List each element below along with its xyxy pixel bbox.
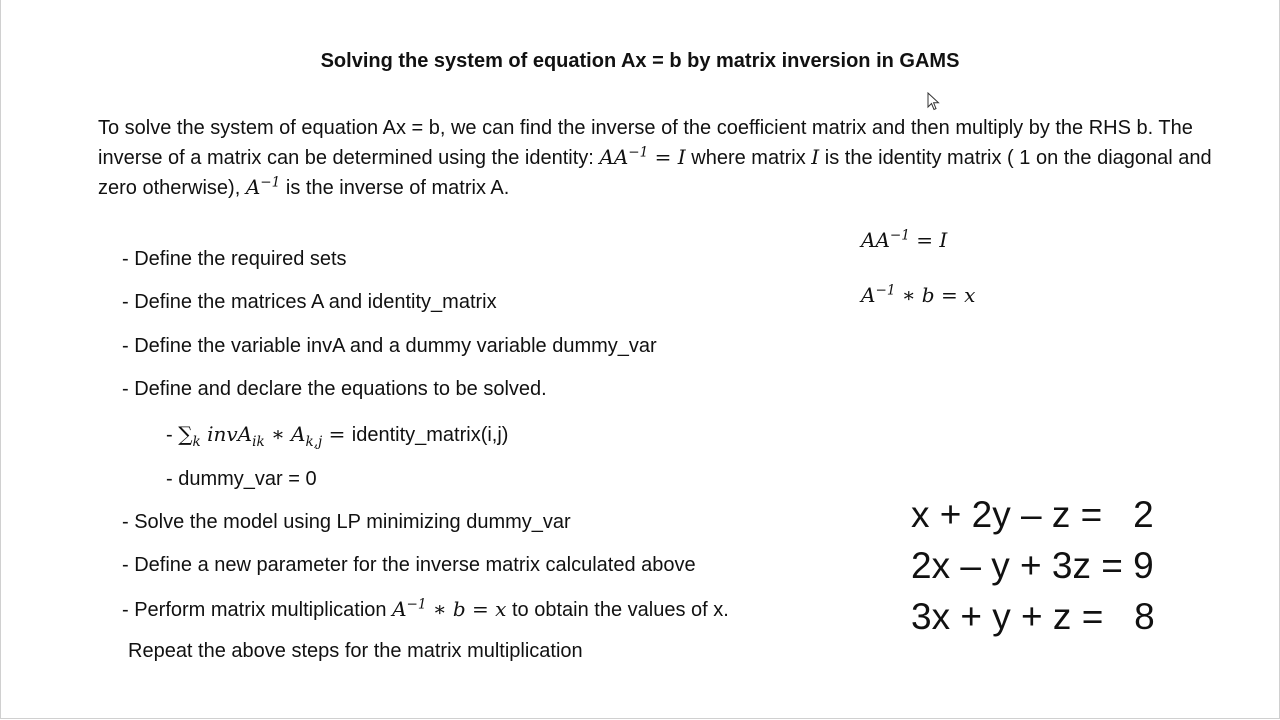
equals-sign: = xyxy=(322,422,352,446)
side-eq1-rhs: = I xyxy=(909,228,948,252)
side-equation-solution xyxy=(861,283,975,307)
side-eq2-sup: −1 xyxy=(875,282,896,299)
a-sub: k,j xyxy=(305,434,323,450)
mult-formula-sup: −1 xyxy=(406,596,427,613)
sub-step-dummy: - dummy_var = 0 xyxy=(166,468,317,490)
identity-matrix-text: identity_matrix(i,j) xyxy=(351,424,509,446)
system-equation-1: x + 2y – z = 2 xyxy=(911,494,1154,535)
intro-text-4: is the inverse of matrix A. xyxy=(280,177,510,199)
side-equation-identity xyxy=(861,228,947,252)
sum-formula xyxy=(178,422,352,450)
sum-dash: - xyxy=(166,424,179,446)
intro-text-3: is the identity matrix ( 1 on the diagonal and zero otherwise), xyxy=(98,147,1212,199)
side-eq2-rhs: ∗ b = x xyxy=(895,283,976,307)
intro-text-2: where matrix xyxy=(685,147,812,169)
step-mult-text-2: to obtain the values of x. xyxy=(506,599,729,621)
inv-term: invA xyxy=(200,422,253,446)
step-define-matrices: - Define the matrices A and identity_matrix xyxy=(122,291,497,313)
sum-symbol: ∑ xyxy=(178,422,193,446)
step-define-variables: - Define the variable invA and a dummy variable dummy_var xyxy=(122,335,657,357)
mouse-pointer-icon xyxy=(927,92,941,112)
step-define-equations: - Define and declare the equations to be solved. xyxy=(122,378,547,400)
repeat-note: Repeat the above steps for the matrix multiplication xyxy=(128,640,583,662)
intro-paragraph xyxy=(98,114,1218,203)
step-matrix-multiplication xyxy=(122,597,729,622)
step-mult-text-1: - Perform matrix multiplication xyxy=(122,599,393,621)
side-eq1-sup: −1 xyxy=(889,227,910,244)
sub-step-sum-equation xyxy=(166,422,509,450)
inverse-symbol-sup: −1 xyxy=(260,174,281,191)
mult-formula-rest: ∗ b = x xyxy=(426,597,507,621)
inv-sub: ik xyxy=(252,434,265,450)
slide-title: Solving the system of equation Ax = b by matrix inversion in GAMS xyxy=(320,50,960,72)
step-solve-model: - Solve the model using LP minimizing dummy_var xyxy=(122,511,571,533)
inverse-symbol xyxy=(246,175,281,199)
intro-text-1: To solve the system of equation Ax = b, we can find the inverse of the coefficient matrix and then multiply by the RHS b. The inverse of a matrix can be determined using the identity: xyxy=(98,117,1193,169)
mult-formula xyxy=(392,597,506,621)
side-eq1-base: AA xyxy=(861,228,890,252)
step-define-parameter: - Define a new parameter for the inverse matrix calculated above xyxy=(122,554,696,576)
identity-formula-rhs: = I xyxy=(648,145,686,169)
inverse-symbol-base: A xyxy=(245,175,261,199)
identity-formula xyxy=(599,145,685,169)
side-eq2-base: A xyxy=(861,283,876,307)
system-equation-2: 2x – y + 3z = 9 xyxy=(911,545,1154,586)
mult-formula-base: A xyxy=(392,597,407,621)
step-define-sets: - Define the required sets xyxy=(122,248,347,270)
system-equation-3: 3x + y + z = 8 xyxy=(911,596,1155,637)
sum-index: k xyxy=(192,434,201,450)
identity-formula-base: AA xyxy=(599,145,629,169)
matrix-i-symbol: I xyxy=(811,145,820,169)
identity-formula-sup: −1 xyxy=(628,144,649,161)
times-a: ∗ A xyxy=(264,422,306,446)
